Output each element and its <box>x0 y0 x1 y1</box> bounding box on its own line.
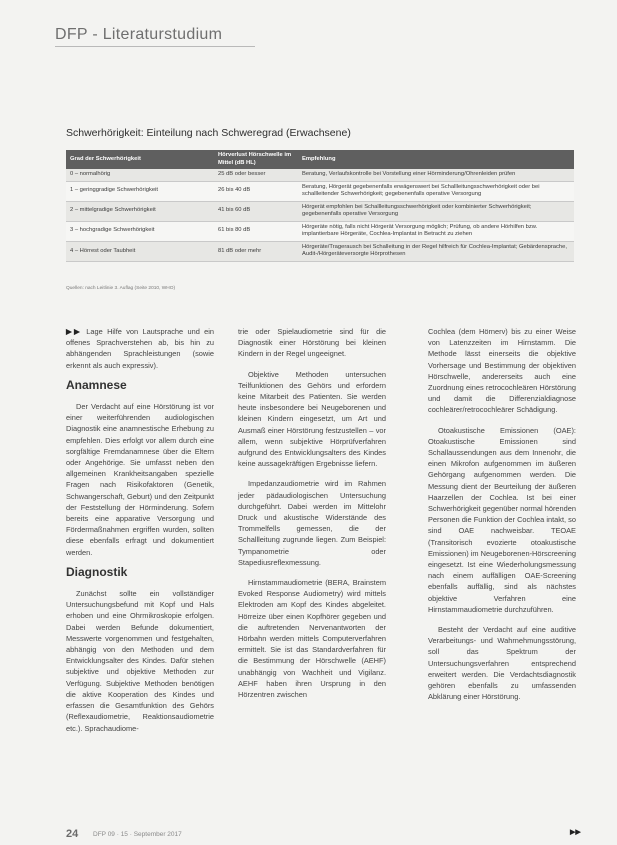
table-cell: Beratung, Verlaufskontrolle bei Vorstellung einer Hörminderung/Ohrenleiden prüfen <box>298 169 574 181</box>
table-source-note: Quellen: nach Leitlinie 3. Auflag (Seite 2010, WHO) <box>66 286 176 291</box>
table-cell: 1 – geringgradige Schwerhörigkeit <box>66 181 214 201</box>
paragraph: Objektive Methoden untersuchen Teilfunktionen des Gehörs und erfordern keine Mitarbeit des Patienten. Sie werden heute insbesondere bei Neugeborenen und kleinen Kindern eingesetzt, um Art und Ausmaß einer Hörstörung festzustellen – vor allem, wenn subjektive Hörprüfverfahren aufgrund des Entwicklungsalters des Kindes keine aussagekräftigen Ergebnisse liefern. <box>238 369 386 469</box>
paragraph: Otoakustische Emissionen (OAE): Otoakustische Emissionen sind Schallaussendungen aus dem Innenohr, die einen Mikrofon aufgenommen im äußeren Gehörgang aufgenommen werden. Die Messung dient der Beurteilung der äußeren Haarzellen der Cochlea. Ist bei einer Schwerhörigkeit gegenüber normal hörenden Personen die Funktion der Cochlea intakt, so sind OAE nachweisbar. TEOAE (Transitorisch evozierte otoakustische Emissionen) im Neugeborenen-Hörscreening eingesetzt. Ist eine Wiederholungsmessung nach einem auffälligen OAE-Screening ebenfalls auffällig, sind als nächstes objektive Verfahren eine Hirnstammaudiometrie durchzuführen. <box>428 425 576 614</box>
table-cell: 0 – normalhörig <box>66 169 214 181</box>
text-column-middle <box>238 326 386 709</box>
section-heading-diagnostik: Diagnostik <box>66 564 128 579</box>
table-cell: 4 – Hörrest oder Taubheit <box>66 241 214 261</box>
table-row <box>66 169 574 181</box>
table-cell: 3 – hochgradige Schwerhörigkeit <box>66 221 214 241</box>
paragraph: Zunächst sollte ein vollständiger Untersuchungsbefund mit Kopf und Hals erhoben und eine Ohrmikroskopie erfolgen. Dabei werden Befunde dokumentiert, Messwerte vorgenommen und festgehalten, abhängig von den Methoden und dem Entwicklungsalter des Kindes. Dafür stehen subjektive und objektive Methoden zur Verfügung. Subjektive Methoden benötigen die aktive Kooperation des Kindes und erfassen die Gesamtfunktion des Gehörs (Reflexaudiometrie, Reaktionsaudiometrie etc.). Sprachaudiome- <box>66 589 214 733</box>
text-column-left <box>66 326 214 743</box>
table-row <box>66 201 574 221</box>
table-cell: 2 – mittelgradige Schwerhörigkeit <box>66 201 214 221</box>
page-number: 24 <box>66 828 79 840</box>
paragraph: Impedanzaudiometrie wird im Rahmen jeder pädaudiologischen Untersuchung durchgeführt. Dabei werden im Mittelohr Druck und akustische Widerstände des Trommelfells gemessen, die der Schallleitung zugrunde liegen. Zum Beispiel: Tympanometrie oder Stapediusreflexmessung. <box>238 479 386 567</box>
paragraph: Der Verdacht auf eine Hörstörung ist vor einer weiterführenden audiologischen Diagnostik eine anamnestische Erhebung zu empfehlen. Dies erfolgt vor allem durch eine sorgfältige Fremdanamnese über die Eltern oder Angehörige. Sie umfasst neben den allgemeinen Krankheitsangaben spezielle Fragen nach Risikofaktoren (Genetik, Schwangerschaft, Geburt) und den Zeitpunkt der Feststellung der Hörminderung. Sofern bereits eine apparative Versorgung und Fördermaßnahmen ergriffen wurden, sollten diese ebenfalls erfragt und dokumentiert werden. <box>66 402 214 557</box>
continuation-arrow-icon: ▶▶ <box>66 327 87 336</box>
text-column-right <box>428 326 576 712</box>
table-row <box>66 241 574 261</box>
severity-table <box>66 150 574 262</box>
table-cell: Hörgeräte nötig, falls nicht Hörgerät Versorgung möglich; Prüfung, ob andere Hörhilfen bzw. implantierbare Hörgeräte, Cochlea-Implantat in Betracht zu ziehen <box>298 221 574 241</box>
paragraph: trie oder Spielaudiometrie sind für die Diagnostik einer Hörstörung bei kleinen Kindern in der Regel ungeeignet. <box>238 327 386 359</box>
intro-paragraph: ▶▶ Lage Hilfe von Lautsprache und ein offenes Sprachverstehen ab, bis hin zu abhängenden Sprachleistungen (sowie erkennt als auch expressiv). <box>66 327 215 370</box>
running-header: DFP - Literaturstudium <box>55 26 223 43</box>
table-cell: Hörgerät empfohlen bei Schallleitungsschwerhörigkeit oder kombinierter Schwerhörigkeit; gegebenenfalls operative Versorgung <box>298 201 574 221</box>
paragraph: Besteht der Verdacht auf eine auditive Verarbeitungs- und Wahrnehmungsstörung, soll das Spektrum der Untersuchungsverfahren entsprechend erweitert werden. Die Verdachtsdiagnostik gehören ebenfalls zu umfassenden Abklärung einer Hörstörung. <box>428 625 576 702</box>
paragraph: Hirnstammaudiometrie (BERA, Brainstem Evoked Response Audiometry) wird mittels Elektroden am Kopf des Kindes abgeleitet. Hörreize über einen Kopfhörer gegeben und die auftretenden Nervenantworten der Hörbahn werden mittels Computerverfahren ermittelt. Sie ist das Standardverfahren für die Bestimmung der Hörschwelle (AEHF) unabhängig von Wachheit und Vigilanz. AEHF haben ihren Ursprung in den Hörzentren zwischen <box>238 578 386 700</box>
header-rule <box>55 46 255 47</box>
table-header-cell: Grad der Schwerhörigkeit <box>66 150 214 169</box>
table-cell: 81 dB oder mehr <box>214 241 298 261</box>
table-header-row <box>66 150 574 169</box>
footer-meta: DFP 09 · 15 · September 2017 <box>93 831 182 838</box>
section-heading-anamnese: Anamnese <box>66 377 127 392</box>
table-header-cell: Empfehlung <box>298 150 574 169</box>
table-title: Schwerhörigkeit: Einteilung nach Schweregrad (Erwachsene) <box>66 127 351 139</box>
table-header-cell: Hörverlust Hörschwelle im Mittel (dB HL) <box>214 150 298 169</box>
table-cell: 25 dB oder besser <box>214 169 298 181</box>
table-cell: 26 bis 40 dB <box>214 181 298 201</box>
table-row <box>66 181 574 201</box>
table-cell: 41 bis 60 dB <box>214 201 298 221</box>
table-cell: 61 bis 80 dB <box>214 221 298 241</box>
end-arrow-icon: ▶▶ <box>570 829 581 836</box>
table-cell: Beratung, Hörgerät gegebenenfalls erwägenswert bei Schallleitungsschwerhörigkeit oder bei schallleitender Schwerhörigkeit; gegebenenfalls operative Versorgung <box>298 181 574 201</box>
paragraph: Cochlea (dem Hörnerv) bis zu einer Weise von Latenzzeiten im Hirnstamm. Die Methode lässt einerseits die objektive Vorhersage und Bestimmung der objektiven Hörschwelle, andererseits auch eine Zuordnung eines retrocochleären Hörstörung und damit die Differenzialdiagnose cochleärer/retrocochleärer Schädigung. <box>428 327 576 415</box>
table-row <box>66 221 574 241</box>
table-cell: Hörgeräte/Tragerausch bei Schalleitung in der Regel hilfreich für Cochlea-Implantat; Gebärdensprache, Audit-/Hörgeräteversorgte Hörprothesen <box>298 241 574 261</box>
